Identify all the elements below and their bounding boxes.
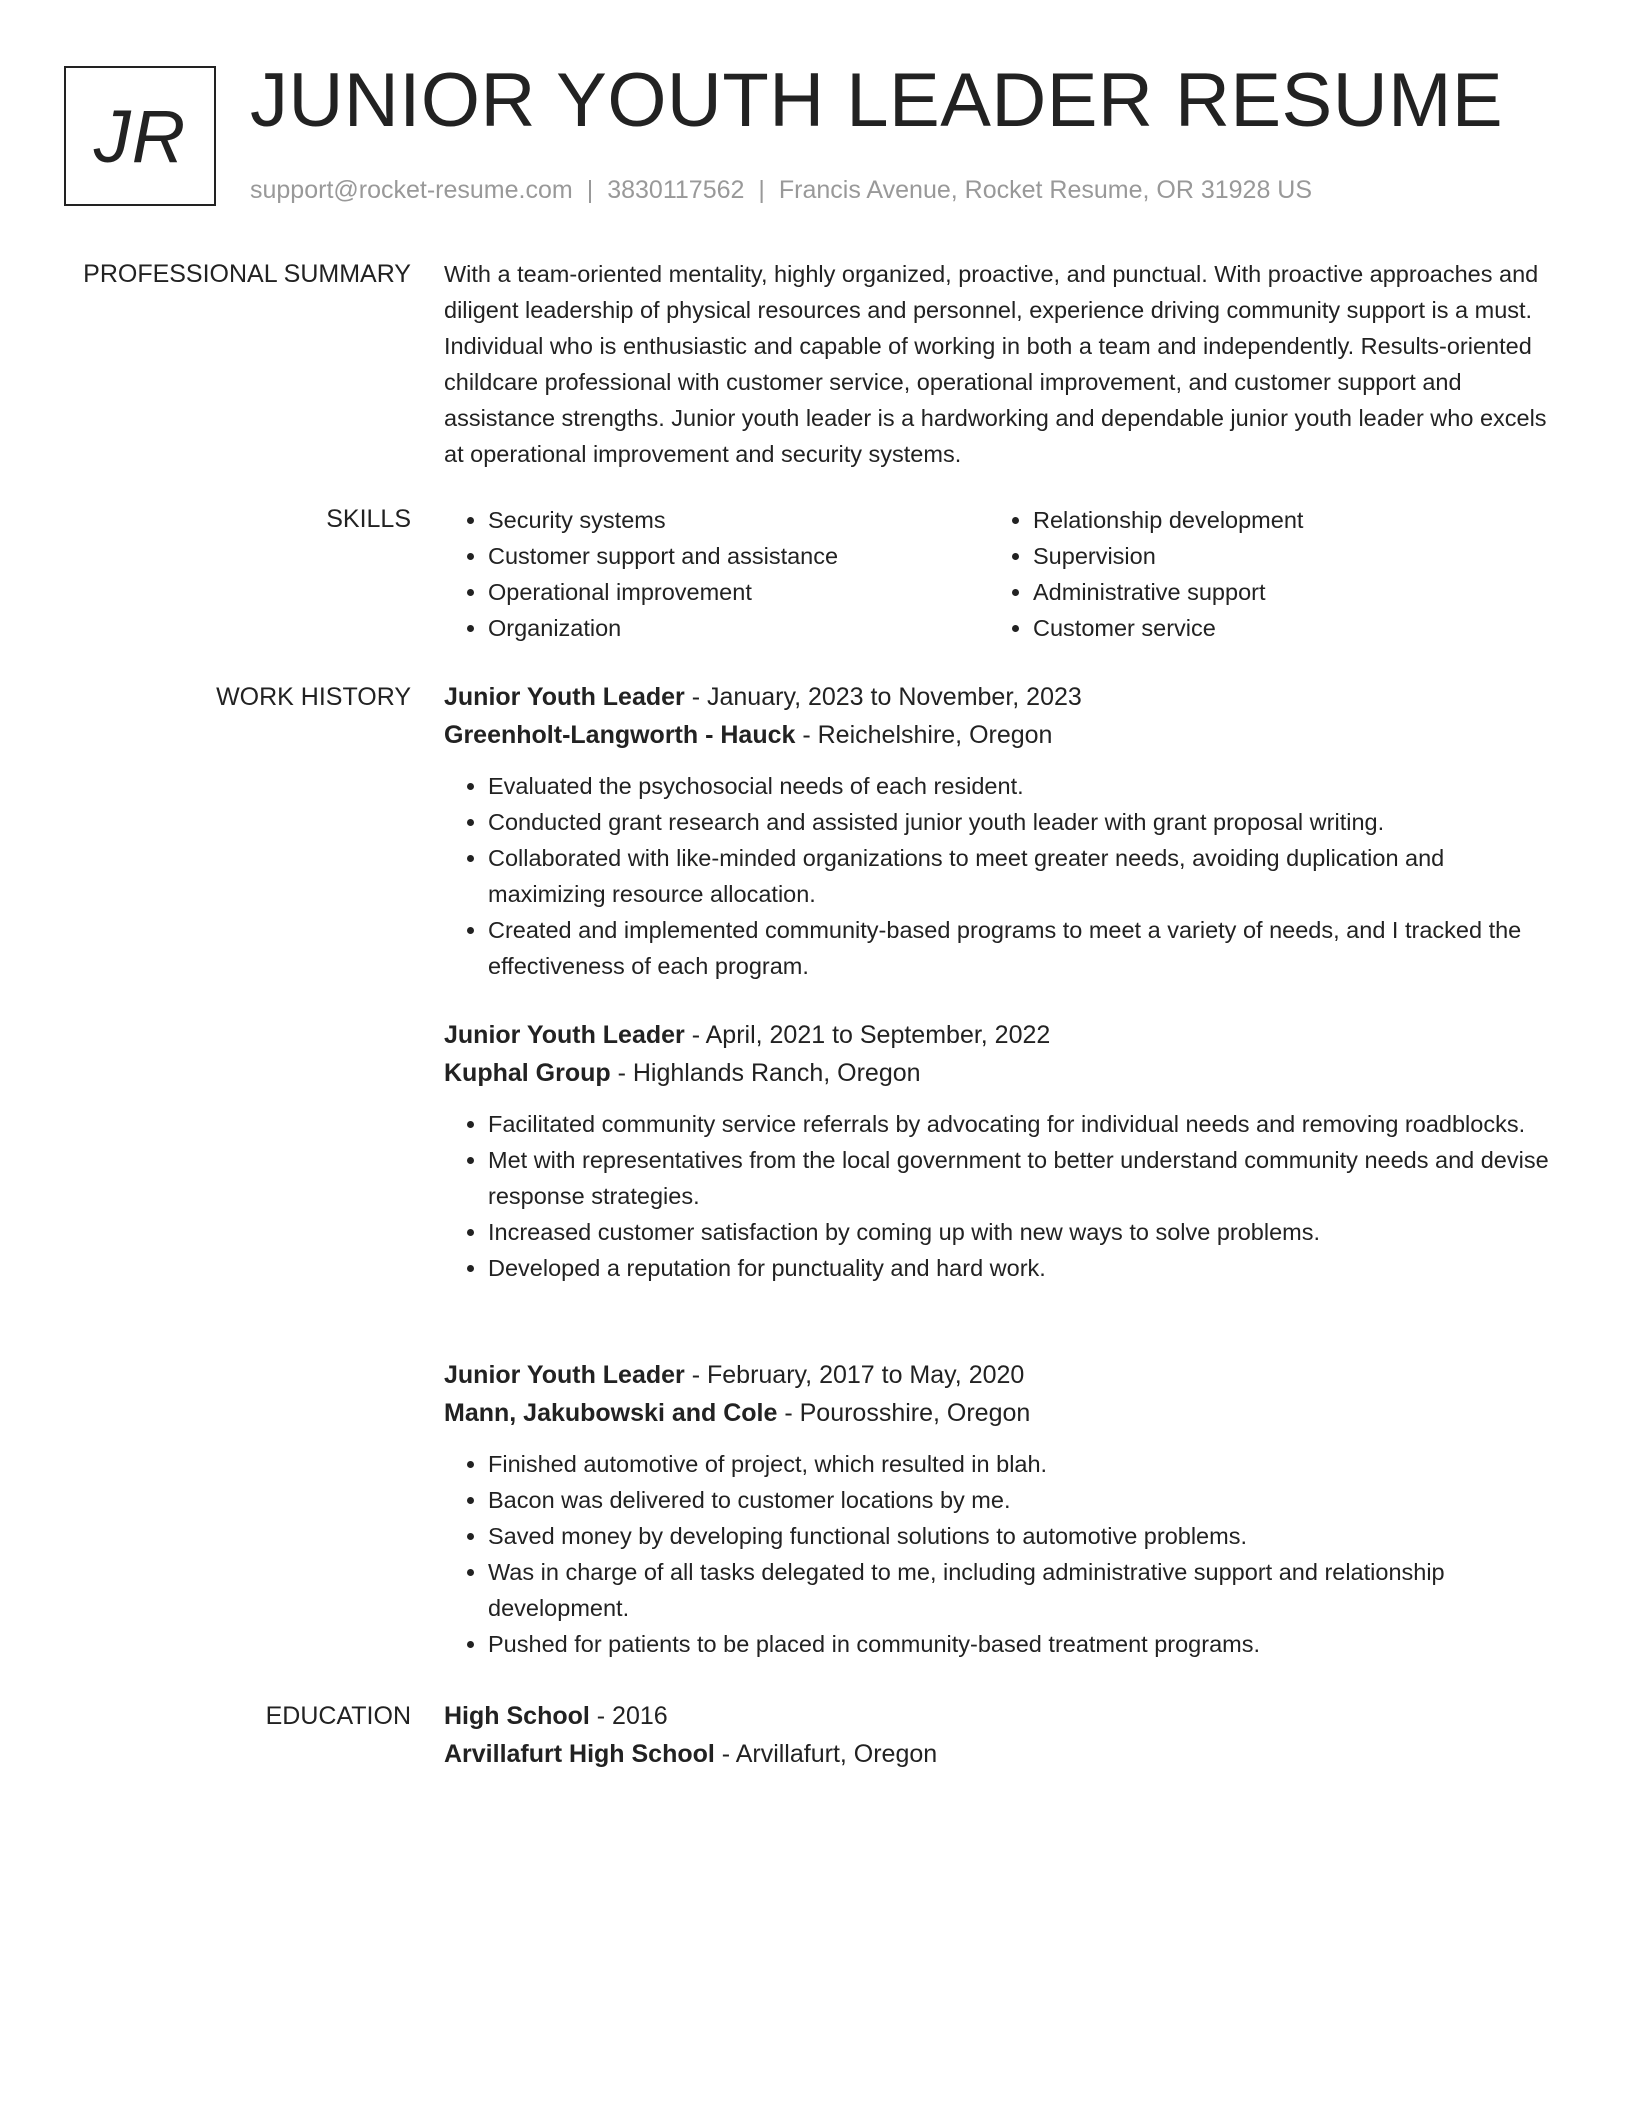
job-bullet: • Finished automotive of project, which resulted in blah. — [488, 1446, 1564, 1482]
job-company-line — [444, 1054, 1564, 1092]
job-title: Junior Youth Leader — [444, 683, 685, 711]
job-bullet: • Pushed for patients to be placed in community-based treatment programs. — [488, 1626, 1564, 1662]
contact-line — [250, 174, 1312, 206]
job-location: - Highlands Ranch, Oregon — [610, 1059, 921, 1087]
job-bullet: • Evaluated the psychosocial needs of each resident. — [488, 768, 1564, 804]
job-title: Junior Youth Leader — [444, 1021, 685, 1049]
job-title-line — [444, 1016, 1564, 1054]
education-degree: High School — [444, 1702, 590, 1730]
job-bullets — [444, 1446, 1564, 1662]
skills-grid — [444, 502, 1564, 646]
job-entry — [444, 678, 1564, 984]
education-year: - 2016 — [589, 1702, 668, 1730]
skill-item: • Operational improvement — [488, 574, 989, 610]
skill-item: • Customer service — [1033, 610, 1534, 646]
job-title-line — [444, 678, 1564, 716]
skills-section — [444, 502, 1564, 646]
job-title: Junior Youth Leader — [444, 1361, 685, 1389]
education-section — [444, 1697, 1564, 1773]
job-bullet: • Developed a reputation for punctuality and hard work. — [488, 1250, 1564, 1286]
job-bullet: • Was in charge of all tasks delegated to me, including administrative support and relationship development. — [488, 1554, 1564, 1626]
skill-item: • Organization — [488, 610, 989, 646]
job-bullet: • Met with representatives from the local government to better understand community needs and devise response strategies. — [488, 1142, 1564, 1214]
education-degree-line — [444, 1697, 1564, 1735]
job-bullet: • Increased customer satisfaction by coming up with new ways to solve problems. — [488, 1214, 1564, 1250]
skills-label: SKILLS — [326, 505, 411, 533]
job-company: Mann, Jakubowski and Cole — [444, 1399, 778, 1427]
job-location: - Reichelshire, Oregon — [795, 721, 1053, 749]
job-bullets — [444, 1106, 1564, 1286]
resume-title: JUNIOR YOUTH LEADER RESUME — [250, 58, 1504, 143]
job-bullet: • Bacon was delivered to customer locations by me. — [488, 1482, 1564, 1518]
job-title-line — [444, 1356, 1564, 1394]
education-location: - Arvillafurt, Oregon — [714, 1740, 938, 1768]
job-company: Greenholt-Langworth - Hauck — [444, 721, 796, 749]
education-school-line — [444, 1735, 1564, 1773]
job-bullets — [444, 768, 1564, 984]
job-bullet: • Collaborated with like-minded organizations to meet greater needs, avoiding duplication and maximizing resource allocation. — [488, 840, 1564, 912]
job-entry — [444, 1356, 1564, 1662]
education-school: Arvillafurt High School — [444, 1740, 715, 1768]
job-location: - Pourosshire, Oregon — [777, 1399, 1031, 1427]
contact-separator: | — [758, 176, 765, 204]
skill-item: • Relationship development — [1033, 502, 1534, 538]
job-entry — [444, 1016, 1564, 1286]
contact-email: support@rocket-resume.com — [250, 176, 573, 204]
job-dates: - February, 2017 to May, 2020 — [684, 1361, 1025, 1389]
contact-separator: | — [586, 176, 594, 204]
skills-column-left — [444, 502, 989, 646]
job-company-line — [444, 1394, 1564, 1432]
education-label: EDUCATION — [265, 1702, 411, 1730]
contact-address: Francis Avenue, Rocket Resume, OR 31928 US — [778, 176, 1313, 204]
job-company-line — [444, 716, 1564, 754]
skill-item: • Customer support and assistance — [488, 538, 989, 574]
job-dates: - April, 2021 to September, 2022 — [684, 1021, 1051, 1049]
job-company: Kuphal Group — [444, 1059, 611, 1087]
skills-column-right — [989, 502, 1534, 646]
job-bullet: • Conducted grant research and assisted junior youth leader with grant proposal writing. — [488, 804, 1564, 840]
skill-item: • Administrative support — [1033, 574, 1534, 610]
job-bullet: • Saved money by developing functional solutions to automotive problems. — [488, 1518, 1564, 1554]
job-bullet: • Created and implemented community-based programs to meet a variety of needs, and I tracked the effectiveness of each program. — [488, 912, 1564, 984]
contact-phone: 3830117562 — [607, 176, 745, 204]
job-bullet: • Facilitated community service referrals by advocating for individual needs and removing roadblocks. — [488, 1106, 1564, 1142]
summary-text: With a team-oriented mentality, highly organized, proactive, and punctual. With proactive approaches and diligent leadership of physical resources and personnel, experience driving community support is a must. Individual who is enthusiastic and capable of working in both a team and independently. Results-oriented childcare professional with customer service, operational improvement, and customer support and assistance strengths. Junior youth leader is a hardworking and dependable junior youth leader who excels at operational improvement and security systems. — [444, 261, 1547, 467]
work-history-label: WORK HISTORY — [216, 683, 411, 711]
monogram-badge: JR — [64, 66, 216, 206]
summary-label: PROFESSIONAL SUMMARY — [83, 260, 411, 288]
job-dates: - January, 2023 to November, 2023 — [684, 683, 1082, 711]
skill-item: • Security systems — [488, 502, 989, 538]
skill-item: • Supervision — [1033, 538, 1534, 574]
summary-section — [444, 256, 1564, 472]
